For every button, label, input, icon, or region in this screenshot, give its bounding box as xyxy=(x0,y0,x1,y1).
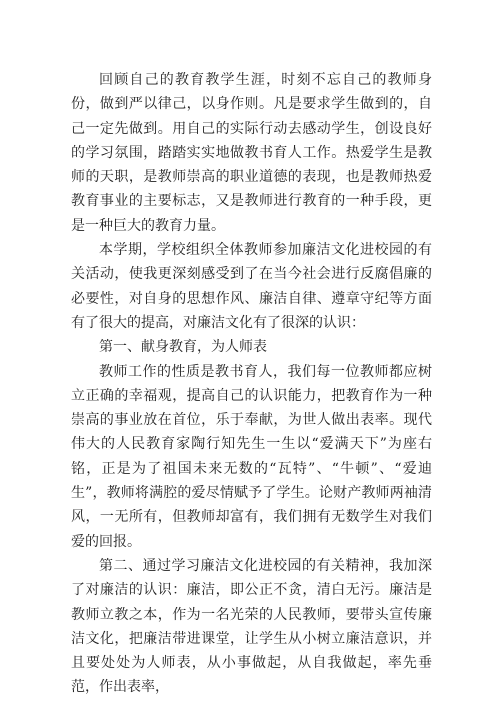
document-body xyxy=(71,68,432,700)
paragraph-reflection: 回顾自己的教育教学生涯，时刻不忘自己的教师身份，做到严以律己，以身作则。凡是要求学生做到的，自己一定先做到。用自己的实际行动去感动学生，创设良好的学习氛围，踏踏实实地做教书育人工作。热爱学生是教师的天职，是教师崇高的职业道德的表现，也是教师热爱教育事业的主要标志，又是教师进行教育的一种手段，更是一种巨大的教育力量。 xyxy=(71,72,432,234)
paragraph-semester-activity: 本学期，学校组织全体教师参加廉洁文化进校园的有关活动，使我更深刻感受到了在当今社会进行反腐倡廉的必要性，对自身的思想作风、廉洁自律、遵章守纪等方面有了很大的提高，对廉洁文化有了很深的认识： xyxy=(71,242,432,331)
paragraph-teacher-work: 教师工作的性质是教书育人，我们每一位教师都应树立正确的幸福观，提高自己的认识能力，把教育作为一种崇高的事业放在首位，乐于奉献，为世人做出表率。现代伟大的人民教育家陶行知先生一生以“爱满天下”为座右铭，正是为了祖国未来无数的“瓦特”、“牛顿”、“爱迪生”，教师将满腔的爱尽情赋予了学生。论财产教师两袖清风，一无所有，但教师却富有，我们拥有无数学生对我们爱的回报。 xyxy=(71,363,432,550)
paragraph-integrity: 第二、通过学习廉洁文化进校园的有关精神，我加深了对廉洁的认识：廉洁，即公正不贪，清白无污。廉洁是教师立教之本，作为一名光荣的人民教师，要带头宣传廉洁文化，把廉洁带进课堂，让学生从小树立廉洁意识，并且要处处为人师表，从小事做起，从自我做起，率先垂范，作出表率， xyxy=(71,557,432,696)
section-heading-one: 第一、献身教育，为人师表 xyxy=(99,339,267,356)
